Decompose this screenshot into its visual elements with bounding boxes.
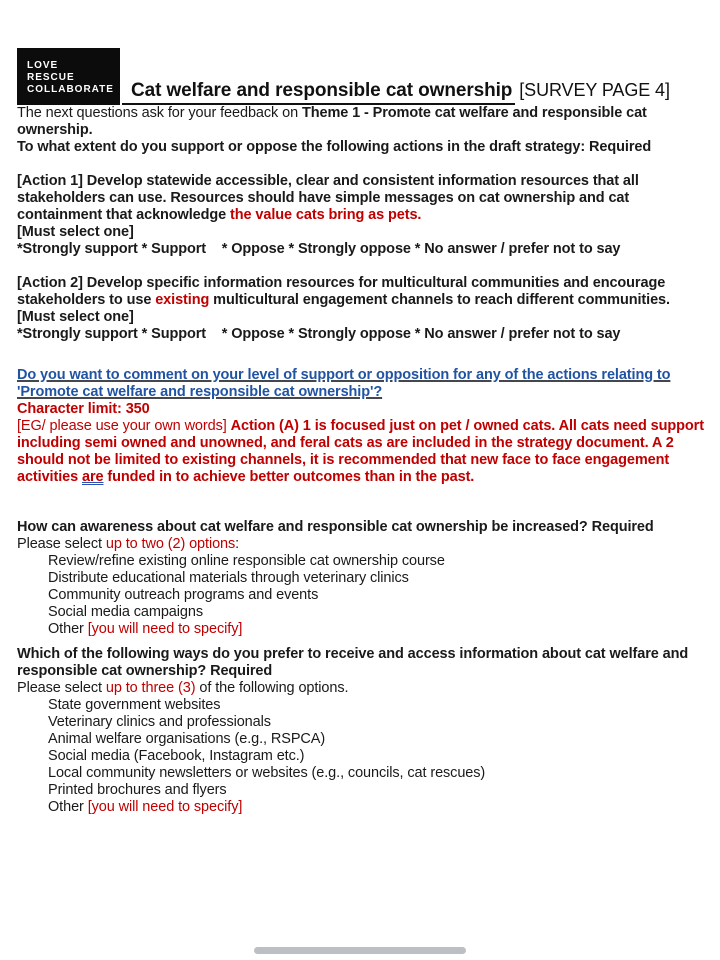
option-item: Local community newsletters or websites (e.g., councils, cat rescues) <box>48 765 486 781</box>
option-item: Distribute educational materials through veterinary clinics <box>48 570 409 586</box>
page-title: Cat welfare and responsible cat ownership <box>122 79 515 105</box>
option-item: Community outreach programs and events <box>48 587 319 603</box>
example-answer-tail: funded in to achieve better outcomes than in the past. <box>103 469 475 485</box>
action2-must-select-note: [Must select one] <box>17 309 134 325</box>
comment-question-link[interactable]: Do you want to comment on your level of support or opposition for any of the actions relating to 'Promote cat welfare and responsible cat ownership'? <box>17 367 671 400</box>
action2-highlight: existing <box>155 292 210 308</box>
intro-paragraph <box>17 105 704 139</box>
option-item: Veterinary clinics and professionals <box>48 714 271 730</box>
logo-line-rescue: RESCUE <box>27 71 75 83</box>
other-label: Other <box>48 621 88 637</box>
other-option <box>48 799 704 816</box>
other-specify-note: [you will need to specify] <box>87 621 243 637</box>
support-oppose-question: To what extent do you support or oppose the following actions in the draft strategy: Required <box>17 139 652 155</box>
option-item: Social media campaigns <box>48 604 203 620</box>
survey-page-tag: [SURVEY PAGE 4] <box>519 80 670 100</box>
example-answer-prefix: [EG/ please use your own words] <box>17 418 231 434</box>
intro-text: The next questions ask for your feedback on <box>17 105 302 121</box>
action1-paragraph <box>17 173 704 224</box>
logo-line-love: LOVE <box>27 59 59 71</box>
logo-line-collaborate: COLLABORATE <box>27 83 114 95</box>
action1-text: [Action 1] Develop statewide accessible, clear and consistent information resources that all stakeholders can use. Resources should have simple messages on cat ownership and cat containment that acknowledge <box>17 173 639 223</box>
grammar-underlined-word: are <box>82 469 104 485</box>
action2-text-after: multicultural engagement channels to reach different communities. <box>209 292 670 308</box>
action1-block <box>17 173 704 258</box>
title-row <box>122 79 670 105</box>
action1-must-select-note: [Must select one] <box>17 224 134 240</box>
action2-response-scale: *Strongly support * Support * Oppose * Strongly oppose * No answer / prefer not to say <box>17 326 621 342</box>
awareness-question: How can awareness about cat welfare and responsible cat ownership be increased? Required <box>17 519 654 535</box>
action2-text-before: [Action 2] Develop specific information resources for multicultural communities and encourage stakeholders to use <box>17 275 666 308</box>
action1-response-scale: *Strongly support * Support * Oppose * Strongly oppose * No answer / prefer not to say <box>17 241 621 257</box>
select-suffix: : <box>235 536 240 552</box>
love-rescue-collaborate-logo <box>17 48 120 105</box>
other-label: Other <box>48 799 88 815</box>
awareness-selection-instruction <box>17 536 704 553</box>
option-item: State government websites <box>48 697 221 713</box>
horizontal-scrollbar[interactable] <box>254 947 466 954</box>
other-option <box>48 621 704 638</box>
awareness-question-block <box>17 519 704 638</box>
action2-block <box>17 275 704 343</box>
example-answer-paragraph <box>17 418 704 486</box>
option-item: Review/refine existing online responsible cat ownership course <box>48 553 445 569</box>
option-item: Printed brochures and flyers <box>48 782 227 798</box>
info-channels-question-block <box>17 646 704 816</box>
action2-paragraph <box>17 275 704 309</box>
comment-question-block <box>17 367 704 418</box>
character-limit-note: Character limit: 350 <box>17 401 150 417</box>
info-channels-question: Which of the following ways do you prefer to receive and access information about cat welfare and responsible cat ownership? Required <box>17 646 689 679</box>
intro-theme-text: Theme 1 - Promote cat welfare and responsible cat ownership. <box>17 105 647 138</box>
option-item: Social media (Facebook, Instagram etc.) <box>48 748 305 764</box>
other-specify-note: [you will need to specify] <box>87 799 243 815</box>
document-header <box>17 48 704 105</box>
select-limit-highlight: up to three (3) <box>105 680 196 696</box>
example-answer-body: Action (A) 1 is focused just on pet / owned cats. All cats need support including semi owned and unowned, and feral cats as are included in the strategy document. A 2 should not be limited to existing channels, it is recommended that new face to face engagement activities <box>17 418 704 485</box>
select-prefix: Please select <box>17 536 106 552</box>
select-prefix: Please select <box>17 680 106 696</box>
option-item: Animal welfare organisations (e.g., RSPCA) <box>48 731 326 747</box>
select-suffix: of the following options. <box>195 680 349 696</box>
action1-highlight: the value cats bring as pets. <box>230 207 422 223</box>
info-channels-selection-instruction <box>17 680 704 697</box>
select-limit-highlight: up to two (2) options <box>105 536 236 552</box>
